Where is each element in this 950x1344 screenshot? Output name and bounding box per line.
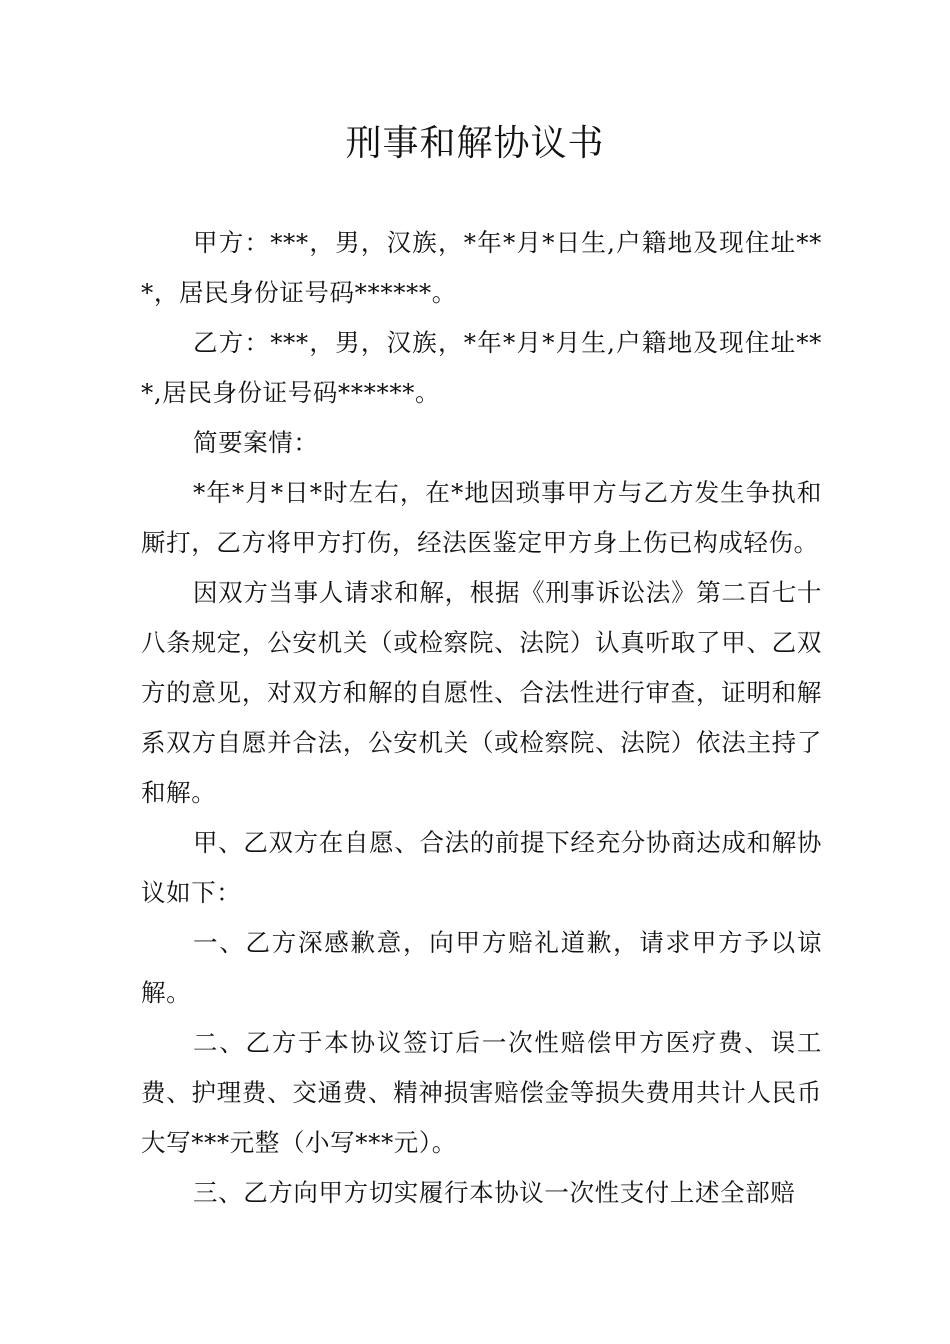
- party-a-paragraph: 甲方：***，男，汉族，*年*月*日生,户籍地及现住址***，居民身份证号码******。: [141, 228, 822, 307]
- case-summary-heading: 简要案情：: [193, 428, 319, 457]
- clause-3: 三、乙方向甲方切实履行本协议一次性支付上述全部赔: [193, 1178, 796, 1207]
- legal-basis-paragraph: 因双方当事人请求和解，根据《刑事诉讼法》第二百七十八条规定，公安机关（或检察院、法院）认真听取了甲、乙双方的意见，对双方和解的自愿性、合法性进行审查，证明和解系双方自愿并合法，公安机关（或检察院、法院）依法主持了和解。: [141, 578, 822, 807]
- clause-1: 一、乙方深感歉意，向甲方赔礼道歉，请求甲方予以谅解。: [141, 928, 822, 1007]
- document-body: [141, 218, 822, 1218]
- agreement-intro-paragraph: 甲、乙双方在自愿、合法的前提下经充分协商达成和解协议如下：: [141, 828, 822, 907]
- clause-2: 二、乙方于本协议签订后一次性赔偿甲方医疗费、误工费、护理费、交通费、精神损害赔偿金等损失费用共计人民币大写***元整（小写***元）。: [141, 1028, 822, 1157]
- document-title: 刑事和解协议书: [345, 123, 605, 165]
- case-summary-paragraph: *年*月*日*时左右，在*地因琐事甲方与乙方发生争执和厮打，乙方将甲方打伤，经法医鉴定甲方身上伤已构成轻伤。: [141, 478, 822, 557]
- party-b-paragraph: 乙方：***，男，汉族，*年*月*月生,户籍地及现住址***,居民身份证号码******。: [141, 328, 822, 407]
